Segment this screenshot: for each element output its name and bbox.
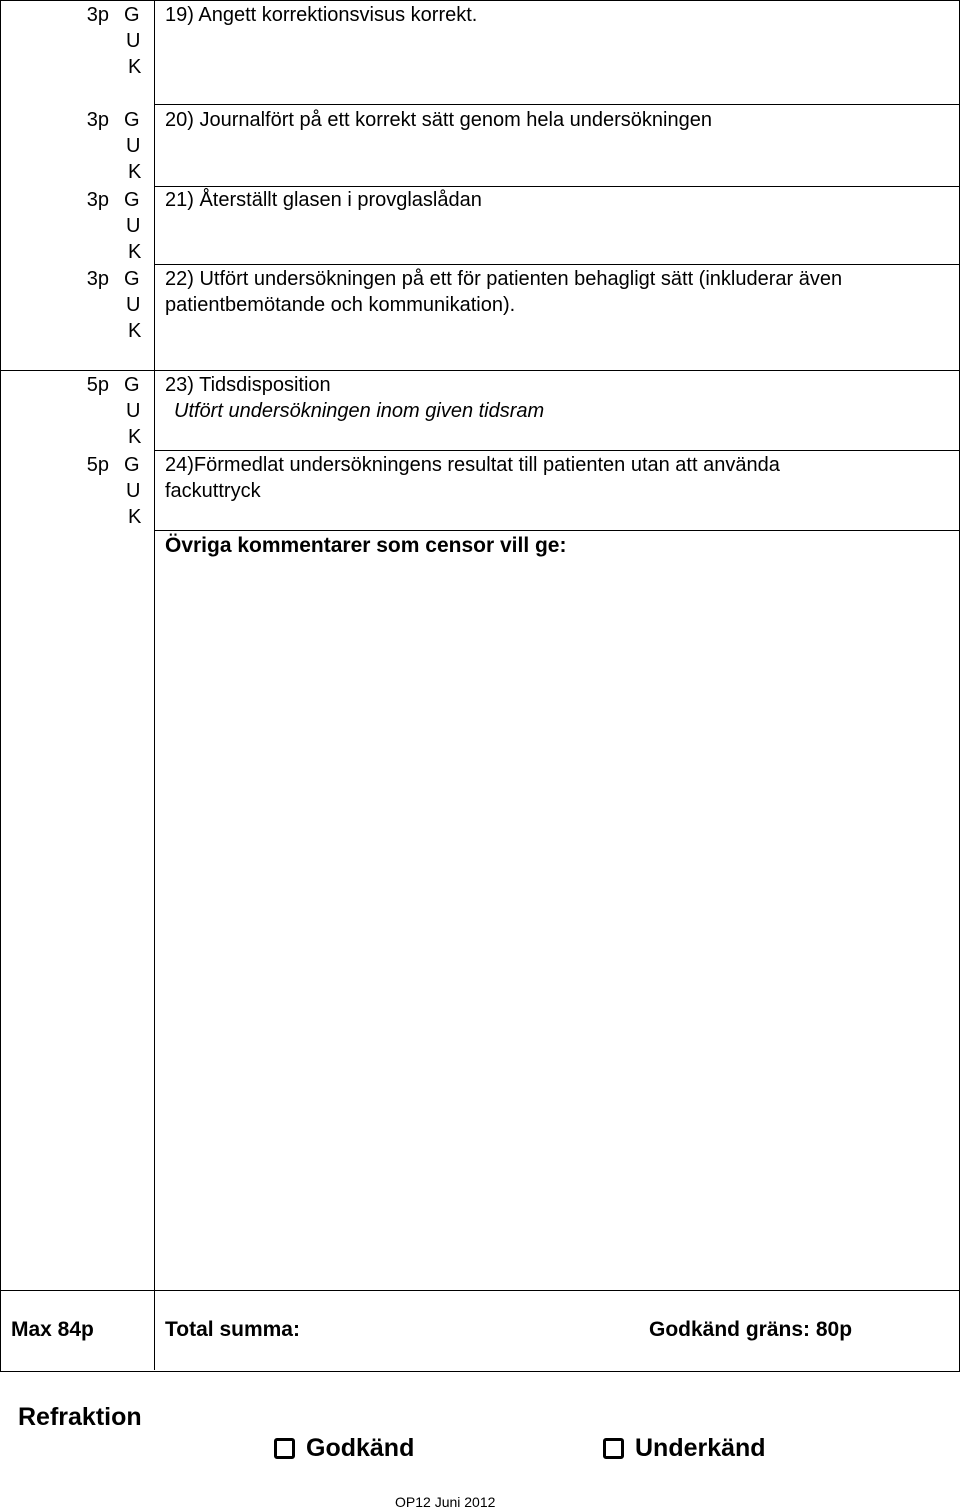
grade-k-option[interactable]: K xyxy=(128,320,142,342)
grade-g-option[interactable]: G xyxy=(124,4,140,26)
criterion-text xyxy=(165,452,945,504)
option-label: Underkänd xyxy=(635,1434,766,1462)
points-label: 3p xyxy=(86,109,109,131)
grade-cell xyxy=(0,187,154,267)
criterion-text: 19) Angett korrektionsvisus korrekt. xyxy=(165,4,478,26)
points-label: 3p xyxy=(86,189,109,211)
points-label: 3p xyxy=(86,4,109,26)
grade-u-option[interactable]: U xyxy=(126,135,141,157)
row-divider xyxy=(154,104,959,105)
grade-g-option[interactable]: G xyxy=(124,189,140,211)
grade-k-option[interactable]: K xyxy=(128,426,142,448)
max-points: Max 84p xyxy=(11,1318,94,1341)
grade-g-option[interactable]: G xyxy=(124,454,140,476)
points-label: 3p xyxy=(86,268,109,290)
row-divider xyxy=(154,530,959,531)
row-divider xyxy=(154,264,959,265)
grade-u-option[interactable]: U xyxy=(126,480,141,502)
grade-u-option[interactable]: U xyxy=(126,30,141,52)
comments-area[interactable] xyxy=(155,560,958,1288)
grade-u-option[interactable]: U xyxy=(126,400,141,422)
grade-u-option[interactable]: U xyxy=(126,215,141,237)
option-godkand[interactable] xyxy=(274,1434,414,1463)
option-label: Godkänd xyxy=(306,1434,415,1462)
grade-g-option[interactable]: G xyxy=(124,374,140,396)
points-label: 5p xyxy=(86,374,109,396)
points-label: 5p xyxy=(86,454,109,476)
criterion-text: 21) Återställt glasen i provglaslådan xyxy=(165,189,482,211)
grade-k-option[interactable]: K xyxy=(128,506,142,528)
criterion-text xyxy=(165,266,945,318)
grade-u-option[interactable]: U xyxy=(126,294,141,316)
page-footer: OP12 Juni 2012 xyxy=(395,1494,496,1510)
total-sum-label: Total summa: xyxy=(165,1318,300,1341)
grade-k-option[interactable]: K xyxy=(128,161,142,183)
footer-divider xyxy=(0,1290,959,1291)
grade-cell xyxy=(0,2,154,82)
grade-k-option[interactable]: K xyxy=(128,241,142,263)
checkbox-icon[interactable] xyxy=(603,1438,624,1459)
row-divider xyxy=(0,370,959,371)
comments-label: Övriga kommentarer som censor vill ge: xyxy=(165,534,567,557)
grade-cell xyxy=(0,452,154,532)
grade-cell xyxy=(0,107,154,187)
grade-g-option[interactable]: G xyxy=(124,109,140,131)
criterion-text xyxy=(165,372,945,424)
section-title: Refraktion xyxy=(18,1403,142,1431)
grade-cell xyxy=(0,266,154,346)
criterion-line: fackuttryck xyxy=(165,480,261,502)
pass-limit-label: Godkänd gräns: 80p xyxy=(649,1318,853,1341)
criterion-subline: Utfört undersökningen inom given tidsram xyxy=(174,400,545,422)
checkbox-icon[interactable] xyxy=(274,1438,295,1459)
grade-k-option[interactable]: K xyxy=(128,56,142,78)
criterion-line: 22) Utfört undersökningen på ett för patienten behagligt sätt (inkluderar även xyxy=(165,268,843,290)
criterion-text: 20) Journalfört på ett korrekt sätt genom hela undersökningen xyxy=(165,109,712,131)
row-divider xyxy=(154,450,959,451)
grade-cell xyxy=(0,372,154,452)
criterion-line: patientbemötande och kommunikation). xyxy=(165,294,516,316)
option-underkand[interactable] xyxy=(603,1434,766,1463)
criterion-line: 23) Tidsdisposition xyxy=(165,374,331,396)
criterion-line: 24)Förmedlat undersökningens resultat till patienten utan att använda xyxy=(165,454,780,476)
grade-g-option[interactable]: G xyxy=(124,268,140,290)
